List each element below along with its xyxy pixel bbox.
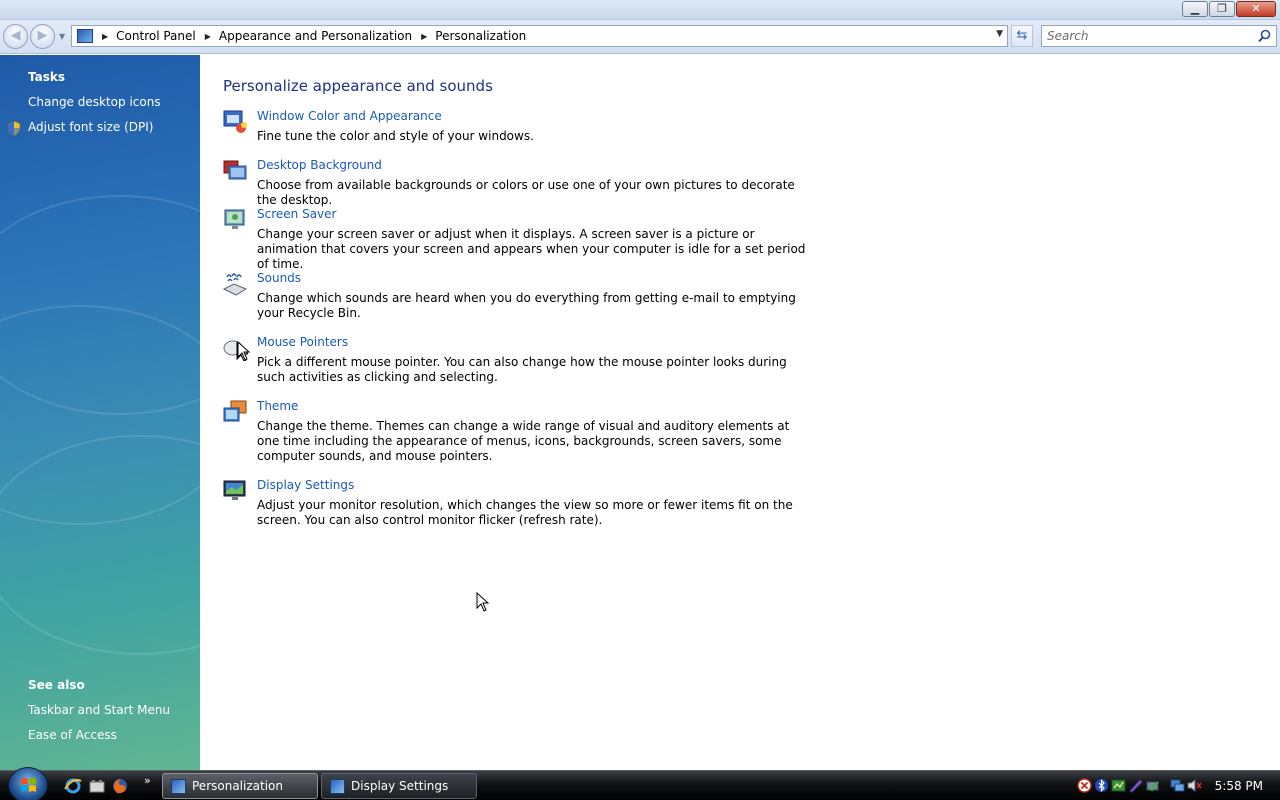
address-box[interactable] xyxy=(71,25,1008,47)
breadcrumb-personalization[interactable]: Personalization xyxy=(435,29,527,43)
screen-saver-icon xyxy=(222,207,248,233)
theme-icon xyxy=(222,399,248,425)
sounds-link[interactable]: Sounds xyxy=(257,271,302,285)
taskbar-button-label: Personalization xyxy=(192,779,283,793)
windows-logo-icon xyxy=(9,768,49,800)
change-desktop-icons-link[interactable]: Change desktop icons xyxy=(28,95,161,109)
recent-pages-chevron-icon[interactable]: ▼ xyxy=(59,32,66,41)
mouse-pointers-link[interactable]: Mouse Pointers xyxy=(257,335,349,349)
bluetooth-icon[interactable] xyxy=(1094,778,1109,793)
search-icon[interactable] xyxy=(1258,29,1271,43)
desktop-background-link[interactable]: Desktop Background xyxy=(257,158,382,172)
window-color-link[interactable]: Window Color and Appearance xyxy=(257,109,442,123)
show-desktop-icon[interactable] xyxy=(88,777,106,795)
see-also-heading: See also xyxy=(28,678,85,692)
volume-muted-icon[interactable] xyxy=(1187,778,1202,793)
mouse-cursor-icon xyxy=(476,592,490,612)
display-settings-icon xyxy=(330,779,345,794)
display-settings-link[interactable]: Display Settings xyxy=(257,478,355,492)
taskbar-button-label: Display Settings xyxy=(351,779,449,793)
window-color-icon xyxy=(222,109,248,135)
decorative-wave xyxy=(0,435,200,655)
minimize-button[interactable] xyxy=(1182,1,1208,17)
window-color-description: Fine tune the color and style of your windows. xyxy=(257,129,534,143)
uac-shield-icon xyxy=(7,121,21,136)
taskbar-button-display-settings[interactable] xyxy=(321,773,477,799)
title-bar xyxy=(0,0,1280,20)
security-alert-icon[interactable] xyxy=(1077,778,1092,793)
breadcrumb-chevron-icon[interactable]: ▶ xyxy=(421,31,428,41)
breadcrumb-control-panel[interactable]: Control Panel xyxy=(116,29,196,43)
refresh-button[interactable] xyxy=(1011,25,1033,47)
control-panel-icon xyxy=(171,779,186,794)
back-arrow-icon: ◀ xyxy=(10,28,21,43)
content-pane xyxy=(200,55,1280,770)
breadcrumb-chevron-icon[interactable]: ▶ xyxy=(204,31,211,41)
breadcrumb-appearance[interactable]: Appearance and Personalization xyxy=(218,29,413,43)
control-panel-icon xyxy=(77,29,93,43)
internet-explorer-icon[interactable] xyxy=(64,777,82,795)
firefox-icon[interactable] xyxy=(111,777,129,795)
taskbar xyxy=(0,770,1280,800)
breadcrumb-chevron-icon[interactable]: ▶ xyxy=(102,31,109,41)
display-settings-icon xyxy=(222,478,248,504)
taskbar-button-personalization[interactable] xyxy=(162,773,318,799)
taskbar-start-menu-link[interactable]: Taskbar and Start Menu xyxy=(28,703,171,717)
notification-area xyxy=(1070,771,1280,800)
display-settings-description: Adjust your monitor resolution, which changes the view so more or fewer items fit on the screen. You can also control monitor flicker (refresh rate). xyxy=(257,498,793,527)
pen-tablet-icon[interactable] xyxy=(1128,778,1143,793)
forward-arrow-icon: ▶ xyxy=(37,28,48,43)
mouse-cursor-icon xyxy=(237,341,251,361)
quick-launch-chevron-icon[interactable]: » xyxy=(144,774,151,787)
sounds-icon xyxy=(222,271,248,297)
start-button[interactable] xyxy=(8,767,48,800)
restore-icon: ❐ xyxy=(1217,2,1227,15)
utility-icon[interactable] xyxy=(1111,778,1126,793)
address-toolbar xyxy=(0,20,1280,54)
desktop-background-icon xyxy=(222,158,248,184)
ease-of-access-link[interactable]: Ease of Access xyxy=(28,728,117,742)
screen-saver-link[interactable]: Screen Saver xyxy=(257,207,337,221)
back-button[interactable] xyxy=(3,24,28,49)
desktop-background-description: Choose from available backgrounds or colors or use one of your own pictures to decorate the desktop. xyxy=(257,178,795,207)
address-dropdown-icon[interactable]: ▼ xyxy=(996,29,1003,39)
theme-description: Change the theme. Themes can change a wide range of visual and auditory elements at one time including the appearance of menus, icons, backgrounds, screen savers, some computer sounds, and mouse pointers. xyxy=(257,419,790,463)
safely-remove-hardware-icon[interactable] xyxy=(1145,778,1160,793)
search-input[interactable] xyxy=(1042,26,1252,46)
close-button[interactable] xyxy=(1236,1,1276,17)
page-title: Personalize appearance and sounds xyxy=(223,77,493,95)
minimize-icon: ▁ xyxy=(1190,2,1200,15)
close-icon: ✕ xyxy=(1251,2,1261,15)
sounds-description: Change which sounds are heard when you do everything from getting e-mail to emptying your Recycle Bin. xyxy=(257,291,796,320)
tasks-heading: Tasks xyxy=(28,70,66,84)
network-icon[interactable] xyxy=(1170,778,1185,793)
screen-saver-description: Change your screen saver or adjust when it displays. A screen saver is a picture or animation that covers your screen and appears when your computer is idle for a set period of time. xyxy=(257,227,806,271)
clock[interactable]: 5:58 PM xyxy=(1214,779,1263,793)
search-box xyxy=(1041,25,1277,47)
window-controls xyxy=(1182,1,1276,17)
forward-button[interactable] xyxy=(30,24,55,49)
theme-link[interactable]: Theme xyxy=(257,399,299,413)
maximize-button[interactable] xyxy=(1209,1,1235,17)
mouse-pointers-description: Pick a different mouse pointer. You can also change how the mouse pointer looks during such activities as clicking and selecting. xyxy=(257,355,787,384)
refresh-icon: ⇆ xyxy=(1016,28,1028,43)
adjust-font-size-link[interactable]: Adjust font size (DPI) xyxy=(28,120,154,134)
task-pane xyxy=(0,55,200,770)
